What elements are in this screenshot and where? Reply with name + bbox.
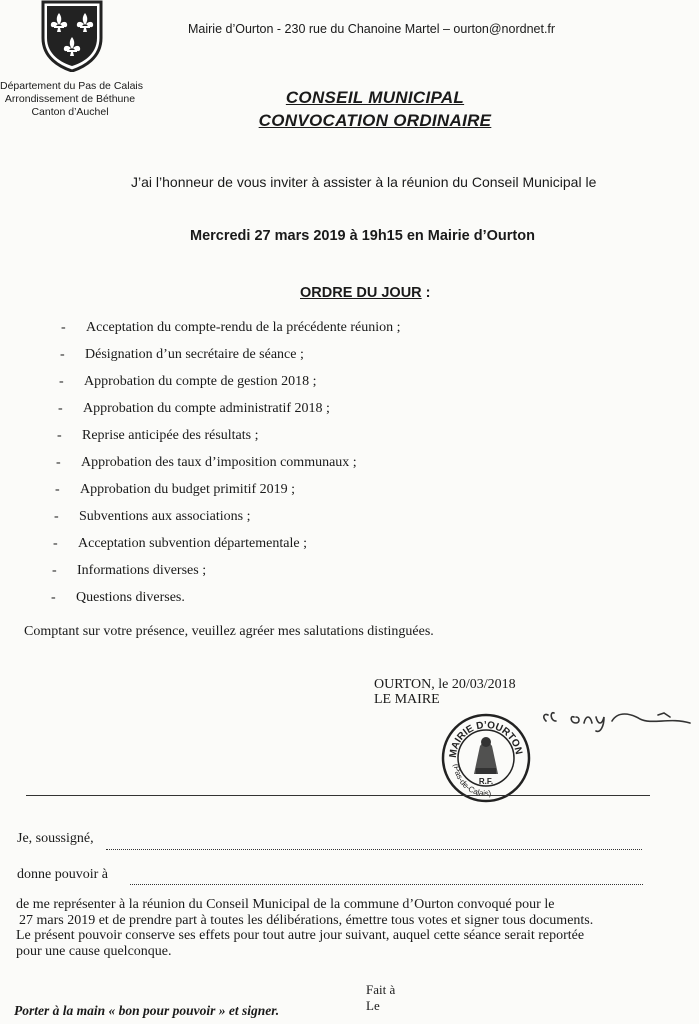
proxy-body-line: de me représenter à la réunion du Conseil Municipal de la commune d’Ourton convoqué pour le	[16, 897, 555, 912]
agenda-item: - Désignation d’un secrétaire de séance ;	[60, 347, 304, 362]
agenda-list	[0, 318, 699, 618]
canton-line: Canton d’Auchel	[31, 106, 109, 118]
invitation-text: J’ai l’honneur de vous inviter à assister à la réunion du Conseil Municipal le	[131, 174, 597, 190]
agenda-item-text: Reprise anticipée des résultats ;	[82, 428, 259, 443]
soussigne-field[interactable]	[106, 849, 642, 850]
pouvoir-label: donne pouvoir à	[17, 867, 108, 882]
agenda-item: - Acceptation du compte-rendu de la précédente réunion ;	[61, 320, 401, 335]
agenda-item: - Informations diverses ;	[52, 563, 207, 578]
agenda-item-text: Approbation du compte de gestion 2018 ;	[84, 374, 317, 389]
signing-instruction: Porter à la main « bon pour pouvoir » et signer.	[14, 1003, 280, 1018]
mayor-signature	[540, 703, 699, 743]
agenda-item: - Approbation du compte de gestion 2018 ;	[59, 374, 317, 389]
agenda-item-text: Approbation des taux d’imposition communaux ;	[81, 455, 357, 470]
stamp-text-bottom: (Pas-de-Calais)	[451, 763, 492, 799]
agenda-title-label: ORDRE DU JOUR	[300, 285, 422, 301]
title-convocation-ordinaire: CONVOCATION ORDINAIRE	[258, 111, 492, 130]
agenda-item-text: Approbation du compte administratif 2018 ;	[83, 401, 330, 416]
mairie-stamp-icon	[440, 712, 532, 804]
proxy-body-line: Le présent pouvoir conserve ses effets pour tout autre jour suivant, auquel cette séance serait reportée	[16, 928, 585, 943]
agenda-item-text: Acceptation subvention départementale ;	[78, 536, 307, 551]
meeting-date-place: Mercredi 27 mars 2019 à 19h15 en Mairie d’Ourton	[190, 228, 535, 244]
title-conseil-municipal: CONSEIL MUNICIPAL	[285, 88, 465, 107]
le-label: Le	[366, 998, 380, 1013]
pouvoir-field[interactable]	[130, 884, 643, 885]
agenda-item-text: Désignation d’un secrétaire de séance ;	[85, 347, 304, 362]
agenda-item: - Approbation du compte administratif 2018 ;	[58, 401, 330, 416]
arrondissement-line: Arrondissement de Béthune	[4, 93, 136, 105]
fait-a-label: Fait à	[366, 982, 396, 997]
agenda-item: - Reprise anticipée des résultats ;	[57, 428, 259, 443]
department-info	[0, 80, 143, 119]
form-separator	[26, 795, 650, 796]
agenda-item: - Subventions aux associations ;	[54, 509, 251, 524]
department-line: Département du Pas de Calais	[0, 80, 143, 92]
agenda-item-text: Approbation du budget primitif 2019 ;	[80, 482, 296, 497]
signature-place-date: OURTON, le 20/03/2018	[374, 677, 516, 692]
proxy-body-line: 27 mars 2019 et de prendre part à toutes les délibérations, émettre tous votes et signer tous documents.	[19, 912, 594, 928]
agenda-item-text: Subventions aux associations ;	[79, 509, 251, 524]
stamp-text-top: MAIRIE D’OURTON	[447, 719, 524, 759]
agenda-item-text: Informations diverses ;	[77, 563, 207, 578]
fleur-de-lis-crest-icon	[40, 0, 104, 72]
proxy-body	[16, 897, 696, 959]
agenda-title-colon: :	[421, 285, 431, 301]
agenda-item: - Approbation des taux d’imposition communaux ;	[56, 455, 357, 470]
agenda-item-text: Questions diverses.	[76, 590, 185, 605]
agenda-item: - Acceptation subvention départementale ;	[53, 536, 307, 551]
soussigne-label: Je, soussigné,	[17, 831, 94, 846]
proxy-body-line: pour une cause quelconque.	[16, 943, 172, 959]
signature-role: LE MAIRE	[374, 692, 440, 707]
stamp-rf: R.F.	[478, 777, 494, 786]
agenda-item: - Questions diverses.	[51, 590, 185, 605]
mairie-address: Mairie d’Ourton - 230 rue du Chanoine Martel – ourton@nordnet.fr	[188, 22, 556, 36]
agenda-item: - Approbation du budget primitif 2019 ;	[55, 482, 296, 497]
agenda-item-text: Acceptation du compte-rendu de la précédente réunion ;	[86, 320, 401, 335]
agenda-title	[300, 285, 431, 301]
closing-salutation: Comptant sur votre présence, veuillez agréer mes salutations distinguées.	[24, 624, 434, 639]
